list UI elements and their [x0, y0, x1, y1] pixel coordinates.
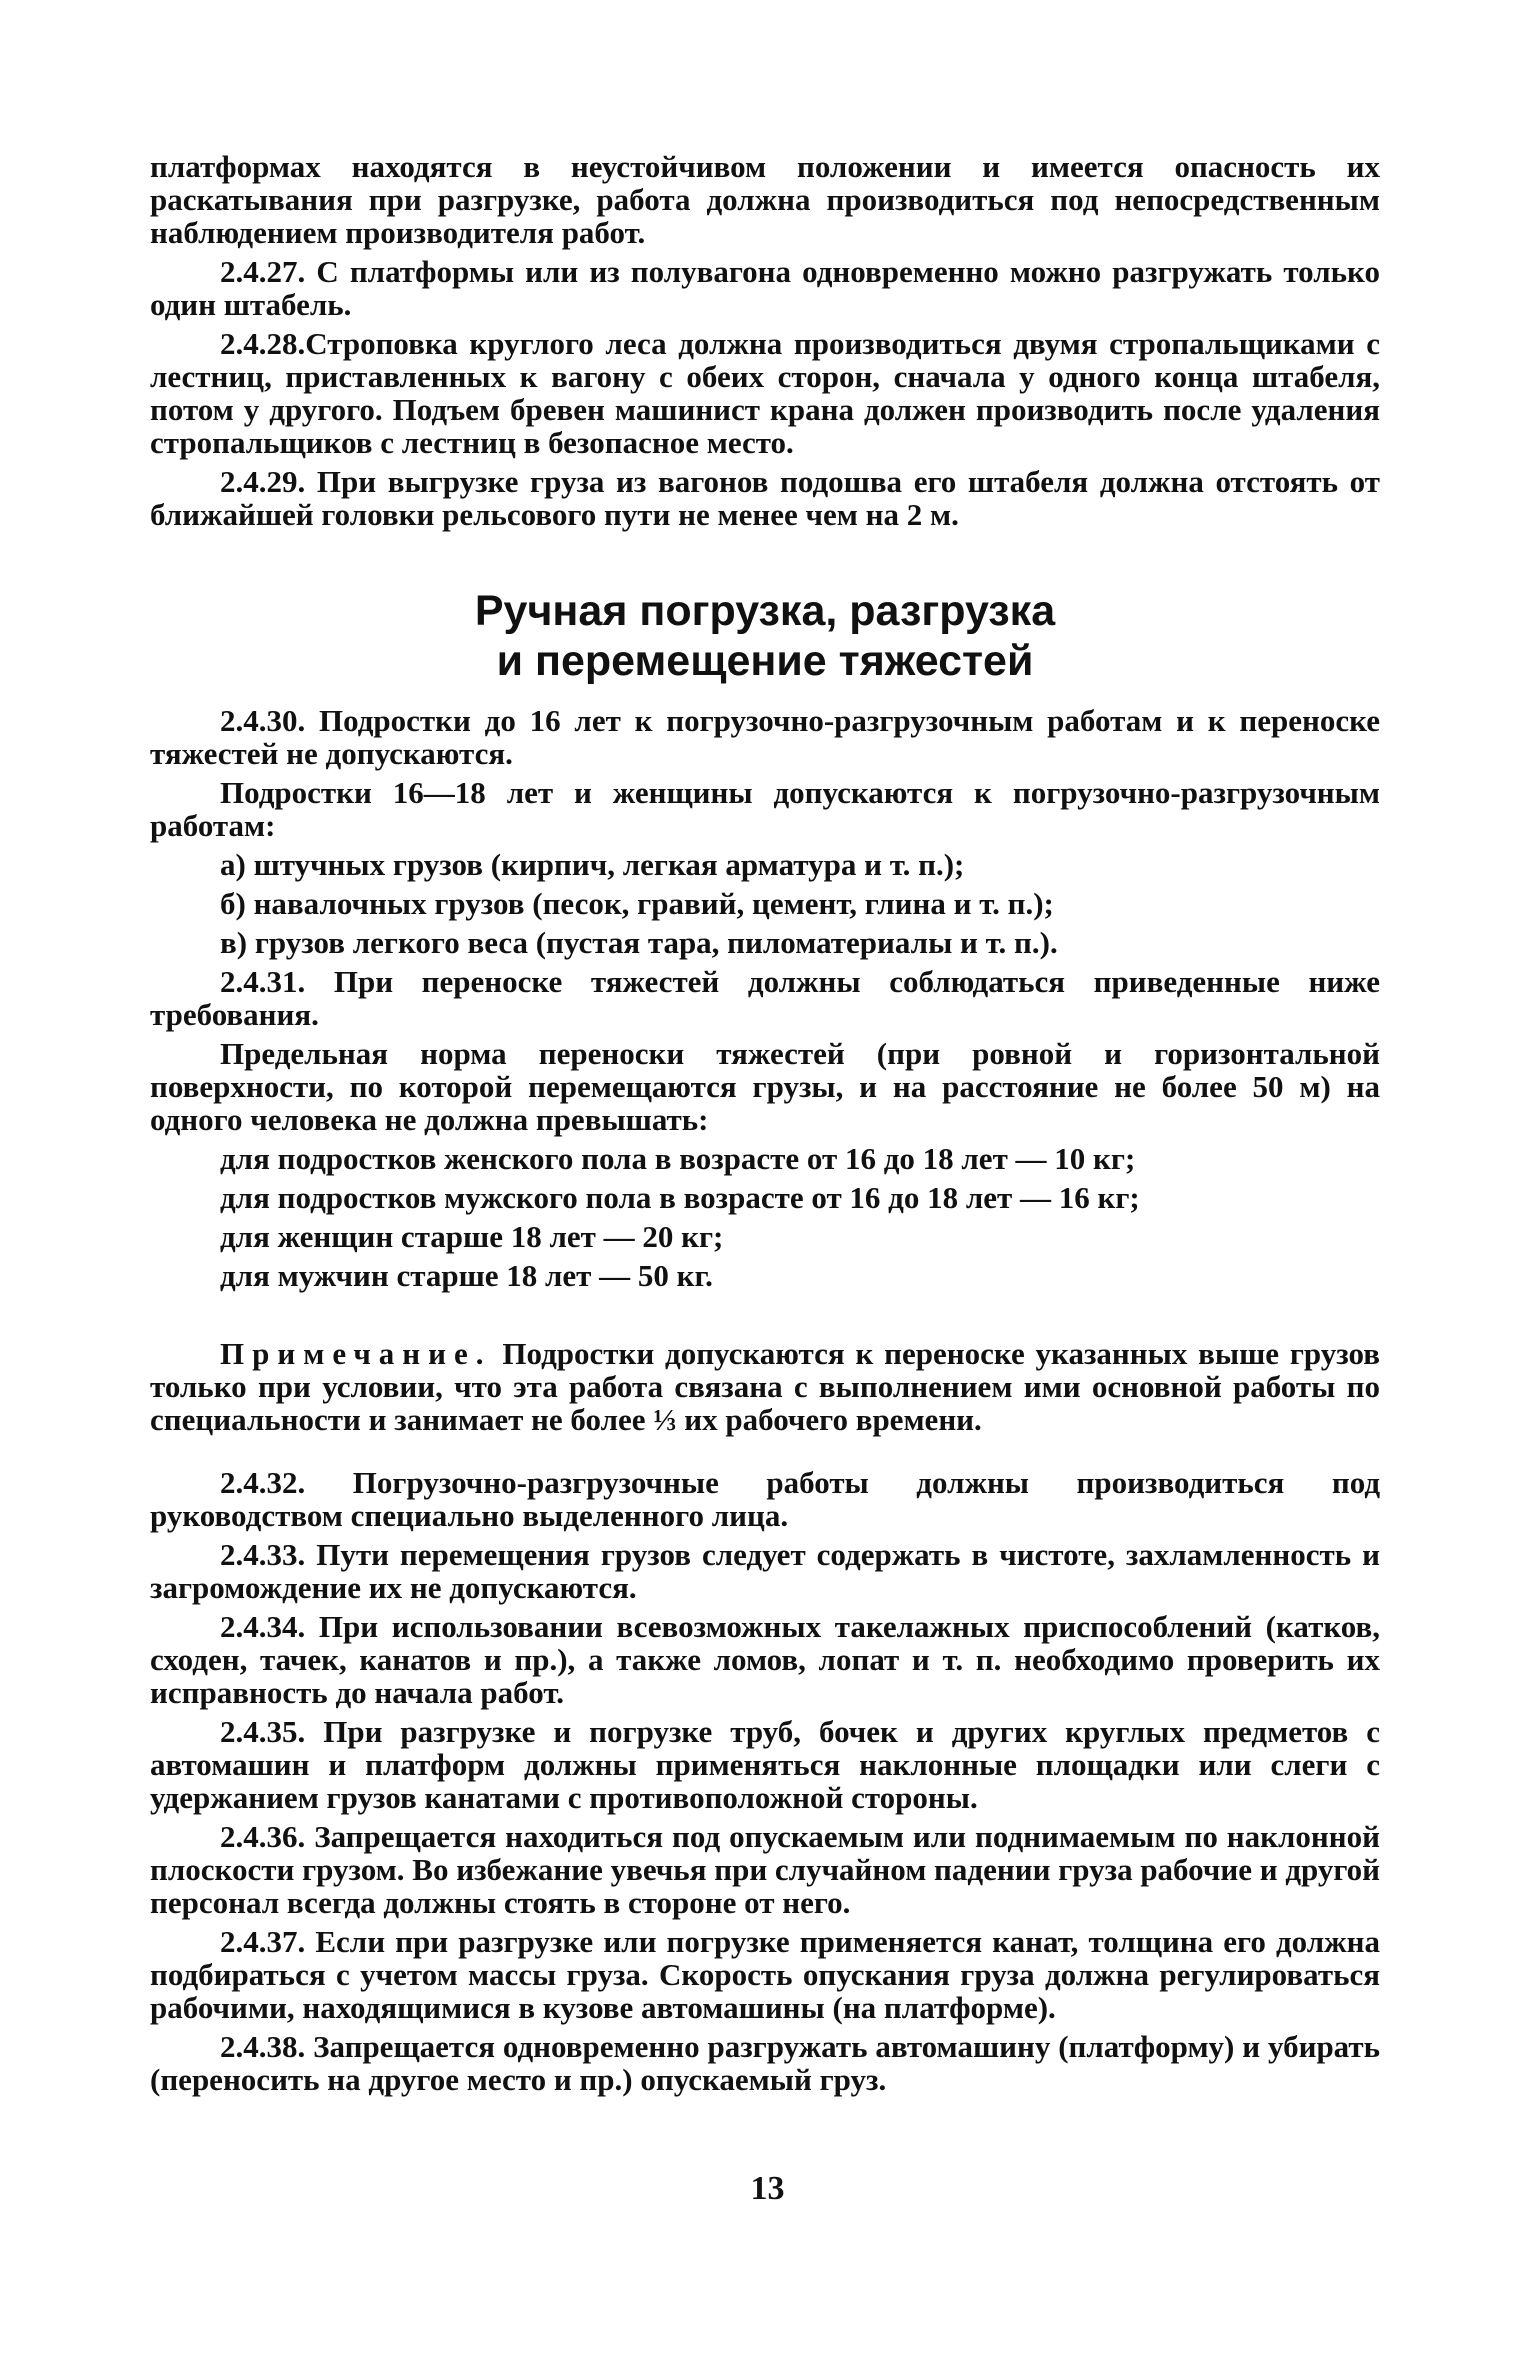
- paragraph-2-4-28: 2.4.28.Строповка круглого леса должна производиться двумя стропальщиками с лестниц, приставленных к вагону с обеих сторон, сначала у одного конца штабеля, потом у другого. Подъем бревен машинист крана должен производить после удаления стропальщиков с лестниц в безопасное место.: [150, 326, 1380, 460]
- paragraph-allowed-workers: Подростки 16—18 лет и женщины допускаются к погрузочно-разгрузочным работам:: [150, 775, 1380, 843]
- document-page: [150, 150, 1380, 2102]
- paragraph-2-4-38: 2.4.38. Запрещается одновременно разгружать автомашину (платформу) и убирать (переносить на другое место и пр.) опускаемый груз.: [150, 2029, 1380, 2097]
- paragraph-2-4-31: 2.4.31. При переноске тяжестей должны соблюдаться приведенные ниже требования.: [150, 964, 1380, 1032]
- list-item-limit-men: для мужчин старше 18 лет — 50 кг.: [220, 1258, 713, 1293]
- list-item-limit-women: для женщин старше 18 лет — 20 кг;: [220, 1219, 724, 1254]
- paragraph-2-4-34: 2.4.34. При использовании всевозможных такелажных приспособлений (катков, сходен, тачек, канатов и пр.), а также ломов, лопат и т. п. необходимо проверить их исправность до начала работ.: [150, 1609, 1380, 1710]
- paragraph-2-4-32: 2.4.32. Погрузочно-разгрузочные работы должны производиться под руководством специально выделенного лица.: [150, 1465, 1380, 1533]
- section-heading-line1: Ручная погрузка, разгрузка: [474, 587, 1056, 635]
- list-item-cargo-b: б) навалочных грузов (песок, гравий, цемент, глина и т. п.);: [220, 886, 1054, 921]
- note-label: Примечание.: [220, 1336, 492, 1371]
- paragraph-2-4-27: 2.4.27. С платформы или из полувагона одновременно можно разгружать только один штабель.: [150, 254, 1380, 322]
- paragraph-weight-limit: Предельная норма переноски тяжестей (при ровной и горизонтальной поверхности, по которой перемещаются грузы, и на расстояние не более 50 м) на одного человека не должна превышать:: [150, 1036, 1380, 1137]
- section-heading-line2: и перемещение тяжестей: [496, 637, 1034, 685]
- section-heading: [150, 586, 1380, 686]
- paragraph-2-4-30: 2.4.30. Подростки до 16 лет к погрузочно-разгрузочным работам и к переноске тяжестей не допускаются.: [150, 703, 1380, 771]
- list-item-cargo-c: в) грузов легкого веса (пустая тара, пиломатериалы и т. п.).: [220, 925, 1058, 960]
- paragraph-2-4-37: 2.4.37. Если при разгрузке или погрузке применяется канат, толщина его должна подбираться с учетом массы груза. Скорость опускания груза должна регулироваться рабочими, находящимися в кузове автомашины (на платформе).: [150, 1924, 1380, 2025]
- note-text: Подростки допускаются к переноске указанных выше грузов только при условии, что эта работа связана с выполнением ими основной работы по специальности и занимает не более ⅓ их рабочего времени.: [150, 1336, 1380, 1437]
- list-item-limit-girls: для подростков женского пола в возрасте от 16 до 18 лет — 10 кг;: [220, 1141, 1136, 1176]
- note-paragraph: [150, 1337, 1380, 1436]
- list-item-limit-boys: для подростков мужского пола в возрасте от 16 до 18 лет — 16 кг;: [220, 1180, 1140, 1215]
- paragraph-2-4-36: 2.4.36. Запрещается находиться под опускаемым или поднимаемым по наклонной плоскости грузом. Во избежание увечья при случайном падении груза рабочие и другой персонал всегда должны стоять в стороне от него.: [150, 1819, 1380, 1920]
- paragraph-2-4-29: 2.4.29. При выгрузке груза из вагонов подошва его штабеля должна отстоять от ближайшей головки рельсового пути не менее чем на 2 м.: [150, 464, 1380, 532]
- list-item-cargo-a: а) штучных грузов (кирпич, легкая арматура и т. п.);: [220, 847, 965, 882]
- page-number: 13: [750, 2170, 785, 2207]
- paragraph-continuation: платформах находятся в неустойчивом положении и имеется опасность их раскатывания при разгрузке, работа должна производиться под непосредственным наблюдением производителя работ.: [150, 149, 1380, 250]
- paragraph-2-4-33: 2.4.33. Пути перемещения грузов следует содержать в чистоте, захламленность и загромождение их не допускаются.: [150, 1537, 1380, 1605]
- paragraph-2-4-35: 2.4.35. При разгрузке и погрузке труб, бочек и других круглых предметов с автомашин и платформ должны применяться наклонные площадки или слеги с удержанием грузов канатами с противоположной стороны.: [150, 1714, 1380, 1815]
